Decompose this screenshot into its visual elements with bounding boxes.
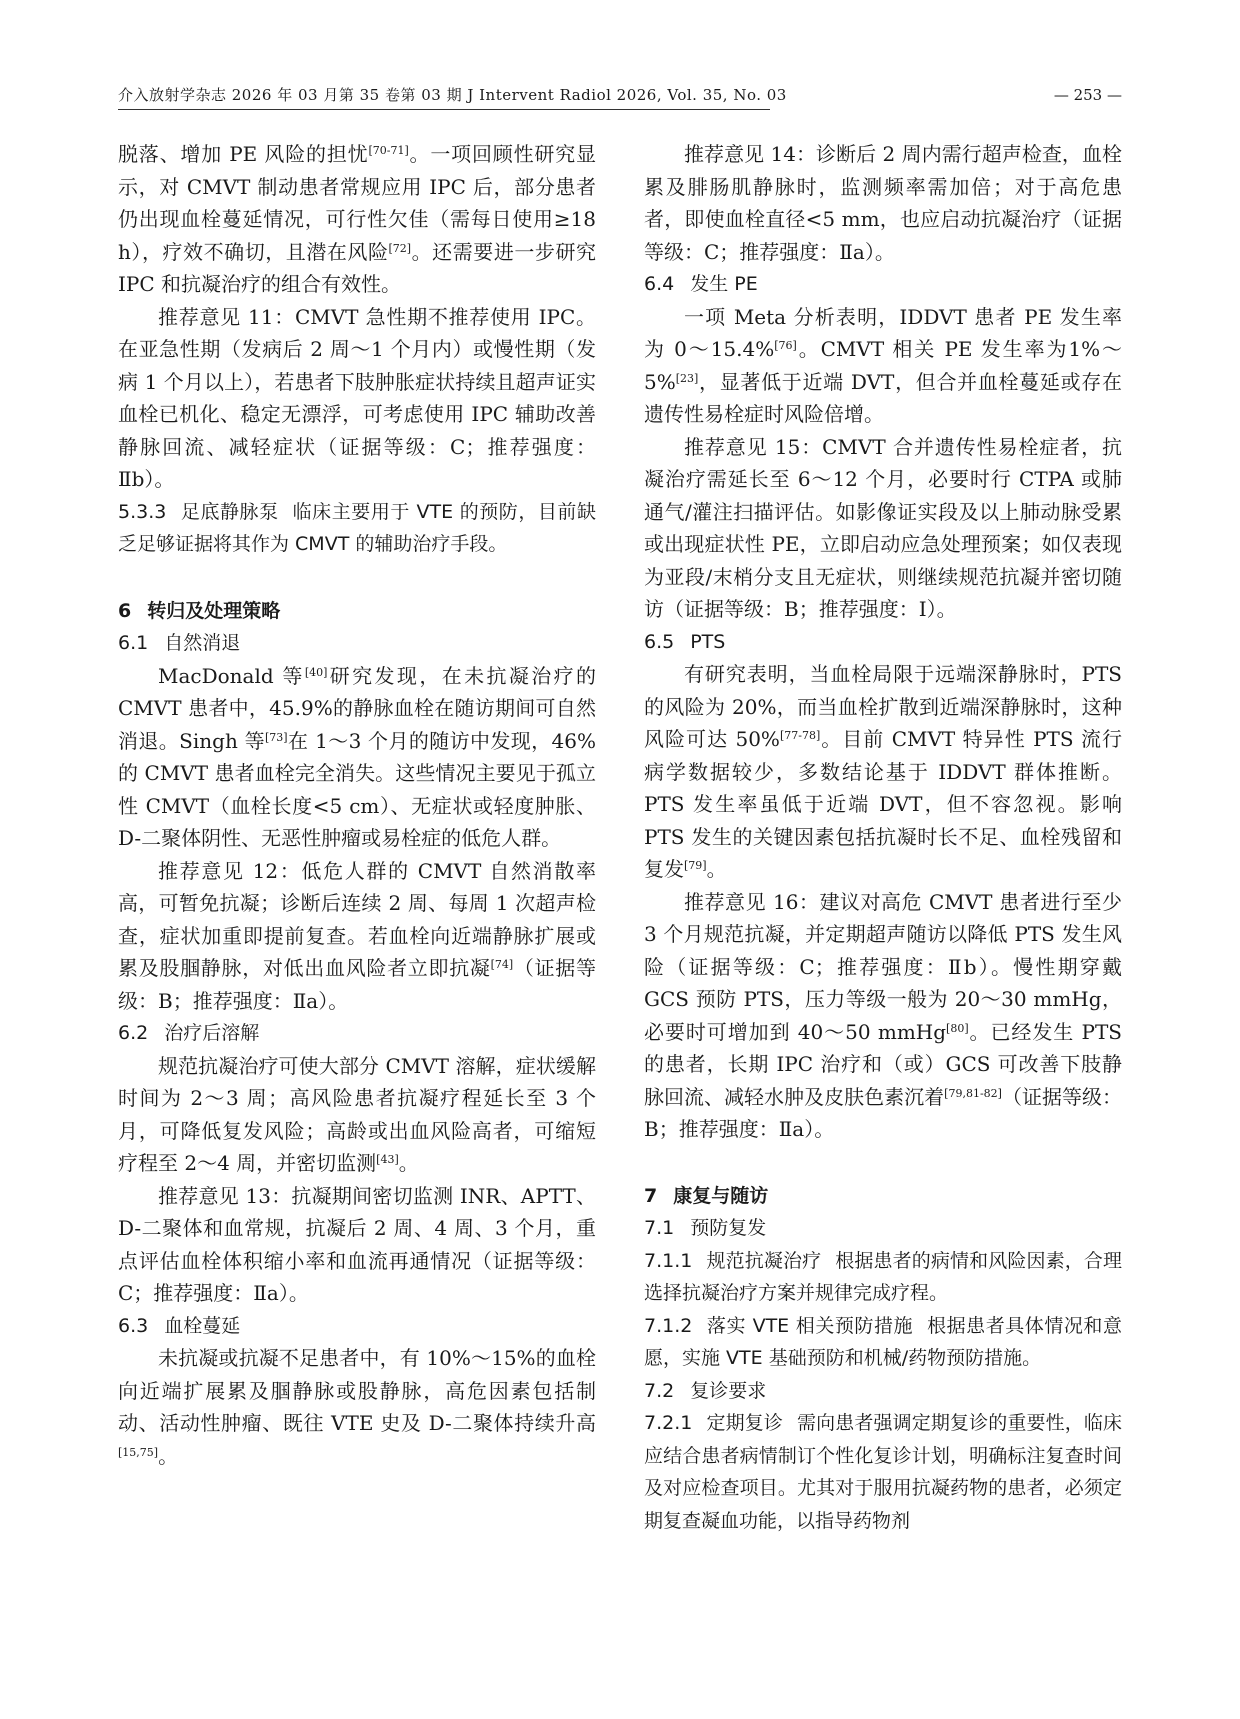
- subsection-heading-6-3: 6.3 血栓蔓延: [118, 1314, 241, 1337]
- subsection-heading-6-2: 6.2 治疗后溶解: [118, 1022, 260, 1044]
- citation[interactable]: [77-78]: [779, 729, 821, 742]
- recommendation-11: 推荐意见 11：CMVT 急性期不推荐使用 IPC。在亚急性期（发病后 2 周～1 个月内）或慢性期（发病 1 个月以上），若患者下肢肿胀症状持续且超声证实血栓已机化、稳定无漂浮，可考虑使用 IPC 辅助改善静脉回流、减轻症状（证据等级：C；推荐强度：Ⅱb）。: [118, 304, 596, 491]
- paragraph: MacDonald 等[40]研究发现，在未抗凝治疗的 CMVT 患者中，45.9%的静脉血栓在随访期间可自然消退。Singh 等[73]在 1～3 个月的随访中发现，46%的 CMVT 患者血栓完全消失。这些情况主要见于孤立性 CMVT（血栓长度<5 cm）、无症状或轻度肿胀、D-二聚体阴性、无恶性肿瘤或易栓症的低危人群。: [118, 663, 596, 850]
- section-heading-7: 7 康复与随访: [644, 1184, 769, 1207]
- header-rule: [118, 109, 770, 110]
- recommendation-13: 推荐意见 13：抗凝期间密切监测 INR、APTT、D-二聚体和血常规，抗凝后 2 周、4 周、3 个月，重点评估血栓体积缩小率和血流再通情况（证据等级：C；推荐强度：Ⅱa）。: [118, 1183, 596, 1305]
- subsection-7-1-2: 7.1.2 落实 VTE 相关预防措施 根据患者具体情况和意愿，实施 VTE 基础预防和机械/药物预防措施。: [644, 1314, 1122, 1369]
- subsection-heading-6-1: 6.1 自然消退: [118, 632, 241, 654]
- citation[interactable]: [43]: [376, 1153, 399, 1166]
- subsection-heading-7-1: 7.1 预防复发: [644, 1217, 767, 1239]
- section-heading-6: 6 转归及处理策略: [118, 599, 281, 622]
- journal-header: 介入放射学杂志 2026 年 03 月第 35 卷第 03 期 J Intervent Radiol 2026, Vol. 35, No. 03: [118, 86, 787, 104]
- subsection-7-2-1: 7.2.1 定期复诊 需向患者强调定期复诊的重要性，临床应结合患者病情制订个性化复诊计划，明确标注复查时间及对应检查项目。尤其对于服用抗凝药物的患者，必须定期复查凝血功能，以指导药物剂: [644, 1412, 1122, 1532]
- subsection-heading-7-2: 7.2 复诊要求: [644, 1379, 767, 1402]
- subsection-7-1-1: 7.1.1 规范抗凝治疗 根据患者的病情和风险因素，合理选择抗凝治疗方案并规律完成疗程。: [644, 1249, 1122, 1304]
- citation[interactable]: [23]: [675, 371, 699, 385]
- subsection-5-3-3: 5.3.3 足底静脉泵 临床主要用于 VTE 的预防，目前缺乏足够证据将其作为 CMVT 的辅助治疗手段。: [118, 500, 596, 555]
- recommendation-12: 推荐意见 12：低危人群的 CMVT 自然消散率高，可暂免抗凝；诊断后连续 2 周、每周 1 次超声检查，症状加重即提前复查。若血栓向近端静脉扩展或累及股腘静脉，对低出血风险者立即抗凝[74]（证据等级：B；推荐强度：Ⅱa）。: [118, 858, 597, 1013]
- subsection-heading-6-4: 6.4 发生 PE: [644, 273, 758, 295]
- citation[interactable]: [80]: [946, 1021, 969, 1035]
- page-number: — 253 —: [1053, 86, 1122, 104]
- citation[interactable]: [15,75]: [118, 1445, 159, 1459]
- subsection-heading-6-5: 6.5 PTS: [644, 630, 726, 653]
- left-column: [118, 138, 596, 1472]
- paragraph: 有研究表明，当血栓局限于远端深静脉时，PTS 的风险为 20%，而当血栓扩散到近端深静脉时，这种风险可达 50%[77-78]。目前 CMVT 特异性 PTS 流行病学数据较少，多数结论基于 IDDVT 群体推断。PTS 发生率虽低于近端 DVT，但不容忽视。影响 PTS 发生的关键因素包括抗凝时长不足、血栓残留和复发[79]。: [644, 662, 1123, 881]
- running-header: [118, 84, 1122, 110]
- citation[interactable]: [72]: [388, 241, 412, 255]
- citation[interactable]: [79,81-82]: [944, 1086, 1002, 1100]
- recommendation-15: 推荐意见 15：CMVT 合并遗传性易栓症者，抗凝治疗需延长至 6～12 个月，必要时行 CTPA 或肺通气/灌注扫描评估。如影像证实段及以上肺动脉受累或出现症状性 PE，立即启动应急处理预案；如仅表现为亚段/末梢分支且无症状，则继续规范抗凝并密切随访（证据等级：B；推荐强度：Ⅰ）。: [644, 434, 1122, 621]
- paragraph: 未抗凝或抗凝不足患者中，有 10%～15%的血栓向近端扩展累及腘静脉或股静脉，高危因素包括制动、活动性肿瘤、既往 VTE 史及 D-二聚体持续升高[15,75]。: [118, 1346, 596, 1468]
- citation[interactable]: [74]: [490, 958, 514, 971]
- recommendation-16: 推荐意见 16：建议对高危 CMVT 患者进行至少 3 个月规范抗凝，并定期超声随访以降低 PTS 发生风险（证据等级：C；推荐强度：Ⅱb）。慢性期穿戴 GCS 预防 PTS，压力等级一般为 20～30 mmHg，必要时可增加到 40～50 mmHg[80]。已经发生 PTS 的患者，长期 IPC 治疗和（或）GCS 可改善下肢静脉回流、减轻水肿及皮肤色素沉着[79,81-82]（证据等级：B；推荐强度：Ⅱa）。: [644, 889, 1123, 1141]
- citation[interactable]: [70-71]: [368, 144, 409, 157]
- citation[interactable]: [79]: [684, 859, 707, 872]
- citation[interactable]: [76]: [774, 339, 797, 352]
- paragraph: 一项 Meta 分析表明，IDDVT 患者 PE 发生率为 0～15.4%[76]。CMVT 相关 PE 发生率为1%～5%[23]，显著低于近端 DVT，但合并血栓蔓延或存在遗传性易栓症时风险倍增。: [644, 304, 1123, 426]
- citation[interactable]: [73]: [264, 730, 288, 744]
- paragraph: 脱落、增加 PE 风险的担忧[70-71]。一项回顾性研究显示，对 CMVT 制动患者常规应用 IPC 后，部分患者仍出现血栓蔓延情况，可行性欠佳（需每日使用≥18 h），疗效不确切，且潜在风险[72]。还需要进一步研究 IPC 和抗凝治疗的组合有效性。: [118, 142, 597, 296]
- recommendation-14: 推荐意见 14：诊断后 2 周内需行超声检查，血栓累及腓肠肌静脉时，监测频率需加倍；对于高危患者，即使血栓直径<5 mm，也应启动抗凝治疗（证据等级：C；推荐强度：Ⅱa）。: [644, 142, 1122, 264]
- citation[interactable]: [40]: [304, 665, 328, 679]
- right-column: [644, 138, 1122, 1537]
- paragraph: 规范抗凝治疗可使大部分 CMVT 溶解，症状缓解时间为 2～3 周；高风险患者抗凝疗程延长至 3 个月，可降低复发风险；高龄或出血风险高者，可缩短疗程至 2～4 周，并密切监测[43]。: [118, 1053, 596, 1175]
